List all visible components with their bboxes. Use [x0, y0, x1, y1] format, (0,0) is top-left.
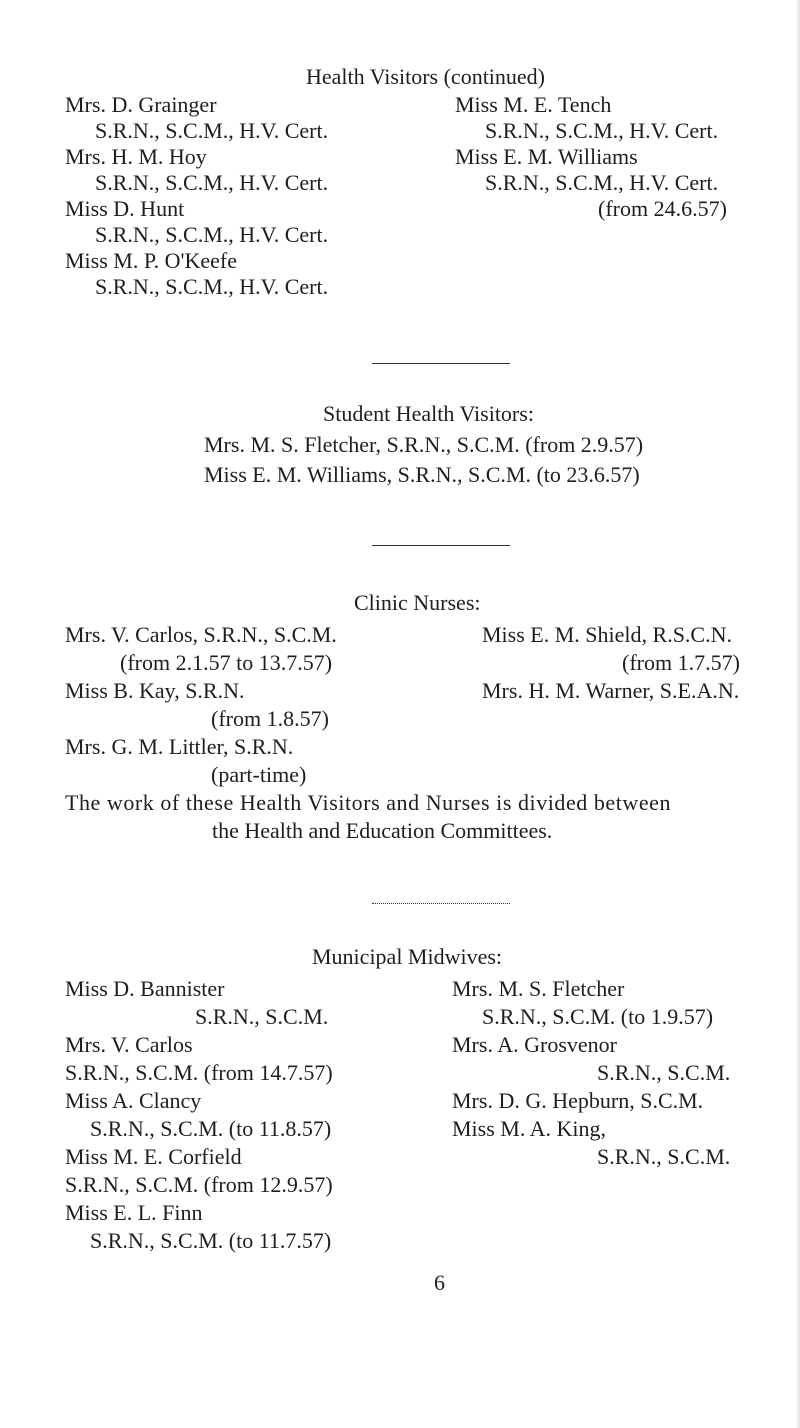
hv-left-quals-4: S.R.N., S.C.M., H.V. Cert. — [95, 274, 329, 299]
student-hv-line-1: Mrs. M. S. Fletcher, S.R.N., S.C.M. (from 2.9.57) — [204, 432, 644, 457]
midwife-left-quals-4: S.R.N., S.C.M. (from 12.9.57) — [65, 1172, 333, 1197]
midwife-left-name-4: Miss M. E. Corfield — [65, 1144, 242, 1169]
hv-right-name-1: Miss M. E. Tench — [455, 92, 612, 117]
hv-left-name-2: Mrs. H. M. Hoy — [65, 144, 207, 169]
clinic-right-note-1: (from 1.7.57) — [622, 650, 740, 675]
clinic-footnote-line-2: the Health and Education Committees. — [212, 818, 553, 843]
hv-left-name-1: Mrs. D. Grainger — [65, 92, 217, 117]
page-number: 6 — [434, 1270, 445, 1295]
hv-left-quals-3: S.R.N., S.C.M., H.V. Cert. — [95, 222, 329, 247]
midwives-heading: Municipal Midwives: — [312, 944, 503, 969]
section-divider — [372, 545, 510, 546]
section-divider — [372, 363, 510, 364]
midwife-right-name-2: Mrs. A. Grosvenor — [452, 1032, 617, 1057]
hv-left-quals-1: S.R.N., S.C.M., H.V. Cert. — [95, 118, 329, 143]
hv-right-name-2: Miss E. M. Williams — [455, 144, 638, 169]
clinic-right-name-1: Miss E. M. Shield, R.S.C.N. — [482, 622, 732, 647]
section-divider — [372, 903, 510, 904]
midwife-left-quals-1: S.R.N., S.C.M. — [195, 1004, 329, 1029]
student-hv-line-2: Miss E. M. Williams, S.R.N., S.C.M. (to 23.6.57) — [204, 462, 640, 487]
clinic-left-note-1: (from 2.1.57 to 13.7.57) — [120, 650, 333, 675]
midwife-left-name-5: Miss E. L. Finn — [65, 1200, 203, 1225]
midwife-right-quals-1: S.R.N., S.C.M. (to 1.9.57) — [482, 1004, 714, 1029]
clinic-left-note-3: (part-time) — [211, 762, 307, 787]
midwife-left-name-3: Miss A. Clancy — [65, 1088, 202, 1113]
clinic-right-name-2: Mrs. H. M. Warner, S.E.A.N. — [482, 678, 740, 703]
clinic-nurses-heading: Clinic Nurses: — [354, 590, 481, 615]
clinic-left-note-2: (from 1.8.57) — [211, 706, 329, 731]
hv-right-quals-2: S.R.N., S.C.M., H.V. Cert. — [485, 170, 719, 195]
midwife-left-quals-3: S.R.N., S.C.M. (to 11.8.57) — [90, 1116, 332, 1141]
midwife-right-quals-4: S.R.N., S.C.M. — [597, 1144, 731, 1169]
hv-right-quals-1: S.R.N., S.C.M., H.V. Cert. — [485, 118, 719, 143]
student-hv-heading: Student Health Visitors: — [323, 401, 534, 426]
midwife-left-name-1: Miss D. Bannister — [65, 976, 225, 1001]
midwife-left-quals-5: S.R.N., S.C.M. (to 11.7.57) — [90, 1228, 332, 1253]
hv-left-name-3: Miss D. Hunt — [65, 196, 185, 221]
midwife-right-quals-2: S.R.N., S.C.M. — [597, 1060, 731, 1085]
hv-left-name-4: Miss M. P. O'Keefe — [65, 248, 238, 273]
clinic-left-name-3: Mrs. G. M. Littler, S.R.N. — [65, 734, 294, 759]
midwife-right-name-1: Mrs. M. S. Fletcher — [452, 976, 625, 1001]
clinic-left-name-2: Miss B. Kay, S.R.N. — [65, 678, 245, 703]
hv-right-note: (from 24.6.57) — [598, 196, 727, 221]
health-visitors-heading: Health Visitors (continued) — [306, 64, 546, 89]
midwife-left-name-2: Mrs. V. Carlos — [65, 1032, 193, 1057]
hv-left-quals-2: S.R.N., S.C.M., H.V. Cert. — [95, 170, 329, 195]
midwife-right-name-4: Miss M. A. King, — [452, 1116, 607, 1141]
page-edge-shadow — [796, 0, 800, 1428]
midwife-right-name-3: Mrs. D. G. Hepburn, S.C.M. — [452, 1088, 704, 1113]
clinic-footnote-line-1: The work of these Health Visitors and Nurses is divided between — [65, 790, 672, 815]
clinic-left-name-1: Mrs. V. Carlos, S.R.N., S.C.M. — [65, 622, 337, 647]
midwife-left-quals-2: S.R.N., S.C.M. (from 14.7.57) — [65, 1060, 333, 1085]
